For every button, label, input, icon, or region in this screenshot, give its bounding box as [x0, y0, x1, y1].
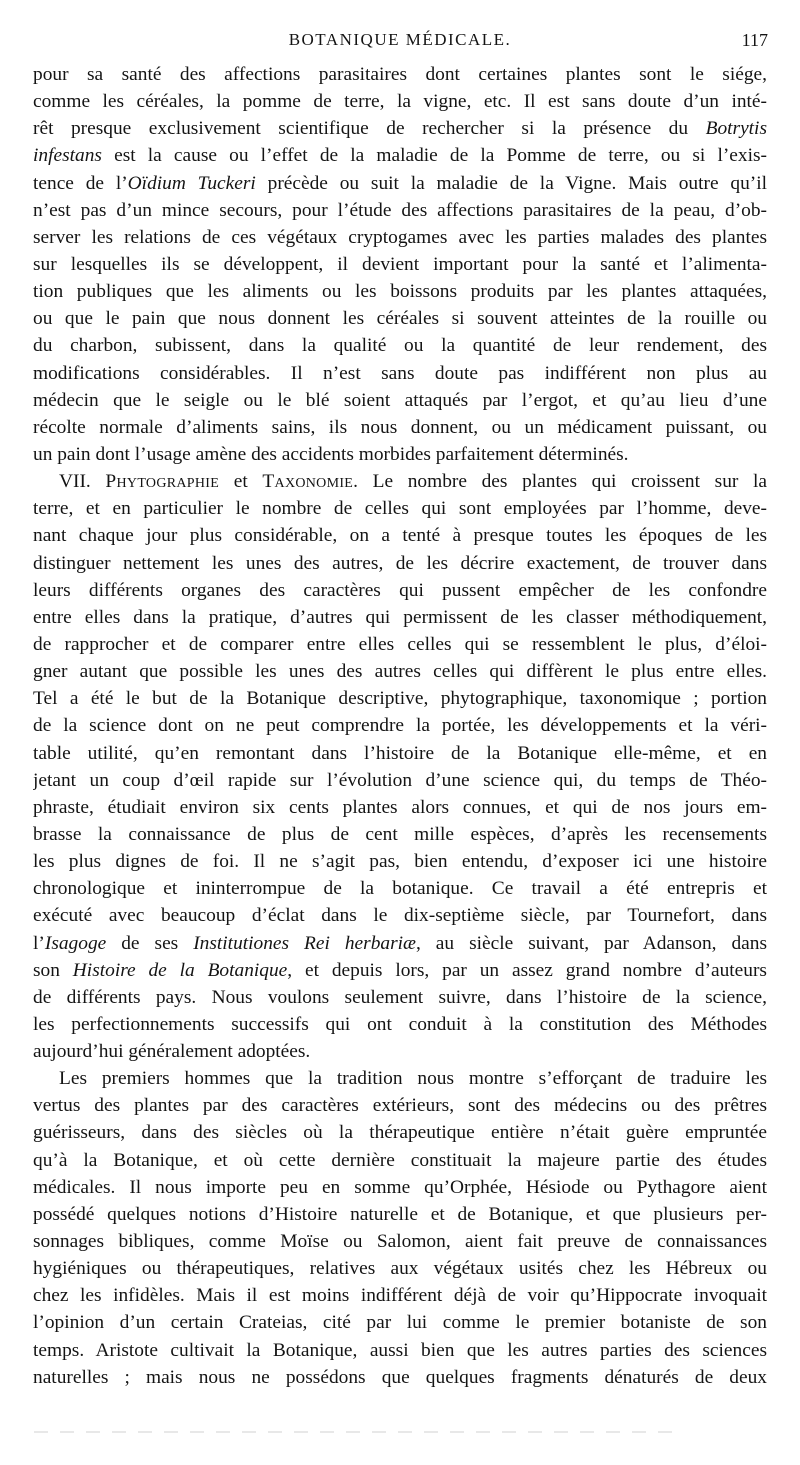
text-line: aujourd’hui généralement adoptées.: [33, 1041, 311, 1063]
text-line: jetant un coup d’œil rapide sur l’évolution d’une science qui, du temps de Théo-: [33, 769, 767, 791]
text-line: qu’à la Botanique, et où cette dernière constituait la majeure partie des études: [33, 1149, 767, 1171]
text-line: brasse la connaissance de plus de cent mille espèces, d’après les recensements: [33, 823, 767, 845]
text-line: distinguer nettement les unes des autres, de les décrire exactement, de trouver dans: [33, 552, 767, 574]
text-line: récolte normale d’aliments sains, ils nous donnent, ou un médicament puissant, ou: [33, 416, 767, 438]
text-line: Tel a été le but de la Botanique descriptive, phytographique, taxonomique ; portion: [33, 688, 767, 710]
text-line: son Histoire de la Botanique, et depuis lors, par un assez grand nombre d’auteurs: [33, 959, 767, 981]
text-line: phraste, étudiait environ six cents plantes alors connues, et qui de nos jours em-: [33, 796, 767, 818]
text-line: hygiéniques ou thérapeutiques, relatives aux végétaux usités chez les Hébreux ou: [33, 1258, 767, 1280]
text-line: médicales. Il nous importe peu en somme qu’Orphée, Hésiode ou Pythagore aient: [33, 1176, 767, 1198]
text-line: naturelles ; mais nous ne possédons que quelques fragments dénaturés de deux: [33, 1366, 767, 1388]
text-line: l’opinion d’un certain Crateias, cité par lui comme le premier botaniste de son: [33, 1312, 767, 1334]
text-line: possédé quelques notions d’Histoire naturelle et de Botanique, et que plusieurs per-: [33, 1203, 767, 1225]
text-line: Les premiers hommes que la tradition nous montre s’efforçant de traduire les: [59, 1068, 767, 1090]
running-title: BOTANIQUE MÉDICALE.: [288, 30, 512, 49]
text-line: les plus dignes de foi. Il ne s’agit pas, bien entendu, d’exposer ici une histoire: [33, 851, 767, 873]
text-line: chez les infidèles. Mais il est moins indifférent déjà de voir qu’Hippocrate invoquait: [33, 1285, 767, 1307]
text-line: leurs différents organes des caractères qui pussent empêcher de les confondre: [33, 579, 767, 601]
text-line: nant chaque jour plus considérable, on a tenté à presque toutes les époques de les: [33, 525, 767, 547]
page-number: 117: [741, 30, 768, 50]
text-line: de rapprocher et de comparer entre elles celles qui se ressemblent le plus, d’éloi-: [33, 633, 767, 655]
text-line: terre, et en particulier le nombre de celles qui sont employées par l’homme, deve-: [33, 498, 767, 520]
text-line: rêt presque exclusivement scientifique de rechercher si la présence du Botrytis: [33, 118, 767, 140]
text-line: tion publiques que les aliments ou les boissons produits par les plantes attaquées,: [33, 281, 767, 303]
text-line: de différents pays. Nous voulons seulement suivre, dans l’histoire de la science,: [33, 986, 767, 1008]
text-line: sonnages bibliques, comme Moïse ou Salomon, aient fait preuve de connaissances: [33, 1231, 767, 1253]
text-line: infestans est la cause ou l’effet de la maladie de la Pomme de terre, ou si l’exis-: [33, 145, 767, 167]
text-line: n’est pas d’un mince secours, pour l’étude des affections parasitaires de la peau, d’ob-: [33, 199, 767, 221]
text-line: modifications considérables. Il n’est sans doute pas indifférent non plus au: [33, 362, 767, 384]
running-header: [30, 26, 770, 50]
text-line: VII. Phytographie et Taxonomie. Le nombre des plantes qui croissent sur la: [59, 471, 767, 493]
text-line: sur lesquelles ils se développent, il devient important pour la santé et l’alimenta-: [33, 253, 767, 275]
text-line: comme les céréales, la pomme de terre, la vigne, etc. Il est sans doute d’un inté-: [33, 91, 767, 113]
text-line: exécuté avec beaucoup d’éclat dans le dix-septième siècle, par Tournefort, dans: [33, 905, 767, 927]
text-line: gner autant que possible les unes des autres celles qui diffèrent le plus entre elles.: [33, 661, 767, 683]
text-line: l’Isagoge de ses Institutiones Rei herbariæ, au siècle suivant, par Adanson, dans: [33, 932, 767, 954]
text-line: les perfectionnements successifs qui ont conduit à la constitution des Méthodes: [33, 1013, 767, 1035]
text-line: temps. Aristote cultivait la Botanique, aussi bien que les autres parties des sciences: [33, 1339, 767, 1361]
text-line: un pain dont l’usage amène des accidents morbides parfaitement déterminés.: [33, 443, 629, 465]
text-line: vertus des plantes par des caractères extérieurs, sont des médecins ou des prêtres: [33, 1095, 767, 1117]
text-line: du charbon, subissent, dans la qualité ou la quantité de leur rendement, des: [33, 335, 767, 357]
faint-footer-trace: [34, 1431, 674, 1433]
text-line: de la science dont on ne peut comprendre la portée, les développements et la véri-: [33, 715, 767, 737]
text-line: guérisseurs, dans des siècles où la thérapeutique entière n’était guère empruntée: [33, 1122, 767, 1144]
body-text: [33, 61, 767, 1391]
text-line: chronologique et ininterrompue de la botanique. Ce travail a été entrepris et: [33, 878, 767, 900]
text-line: table utilité, qu’en remontant dans l’histoire de la Botanique elle-même, et en: [33, 742, 767, 764]
text-line: ou que le pain que nous donnent les céréales si souvent atteintes de la rouille ou: [33, 308, 767, 330]
text-line: tence de l’Oïdium Tuckeri précède ou suit la maladie de la Vigne. Mais outre qu’il: [33, 172, 767, 194]
text-line: médecin que le seigle ou le blé soient attaqués par l’ergot, et qu’au lieu d’une: [33, 389, 767, 411]
text-line: pour sa santé des affections parasitaires dont certaines plantes sont le siége,: [33, 64, 767, 85]
text-line: server les relations de ces végétaux cryptogames avec les parties malades des plantes: [33, 226, 767, 248]
text-line: entre elles dans la pratique, d’autres qui permissent de les classer méthodiquement,: [33, 606, 767, 628]
